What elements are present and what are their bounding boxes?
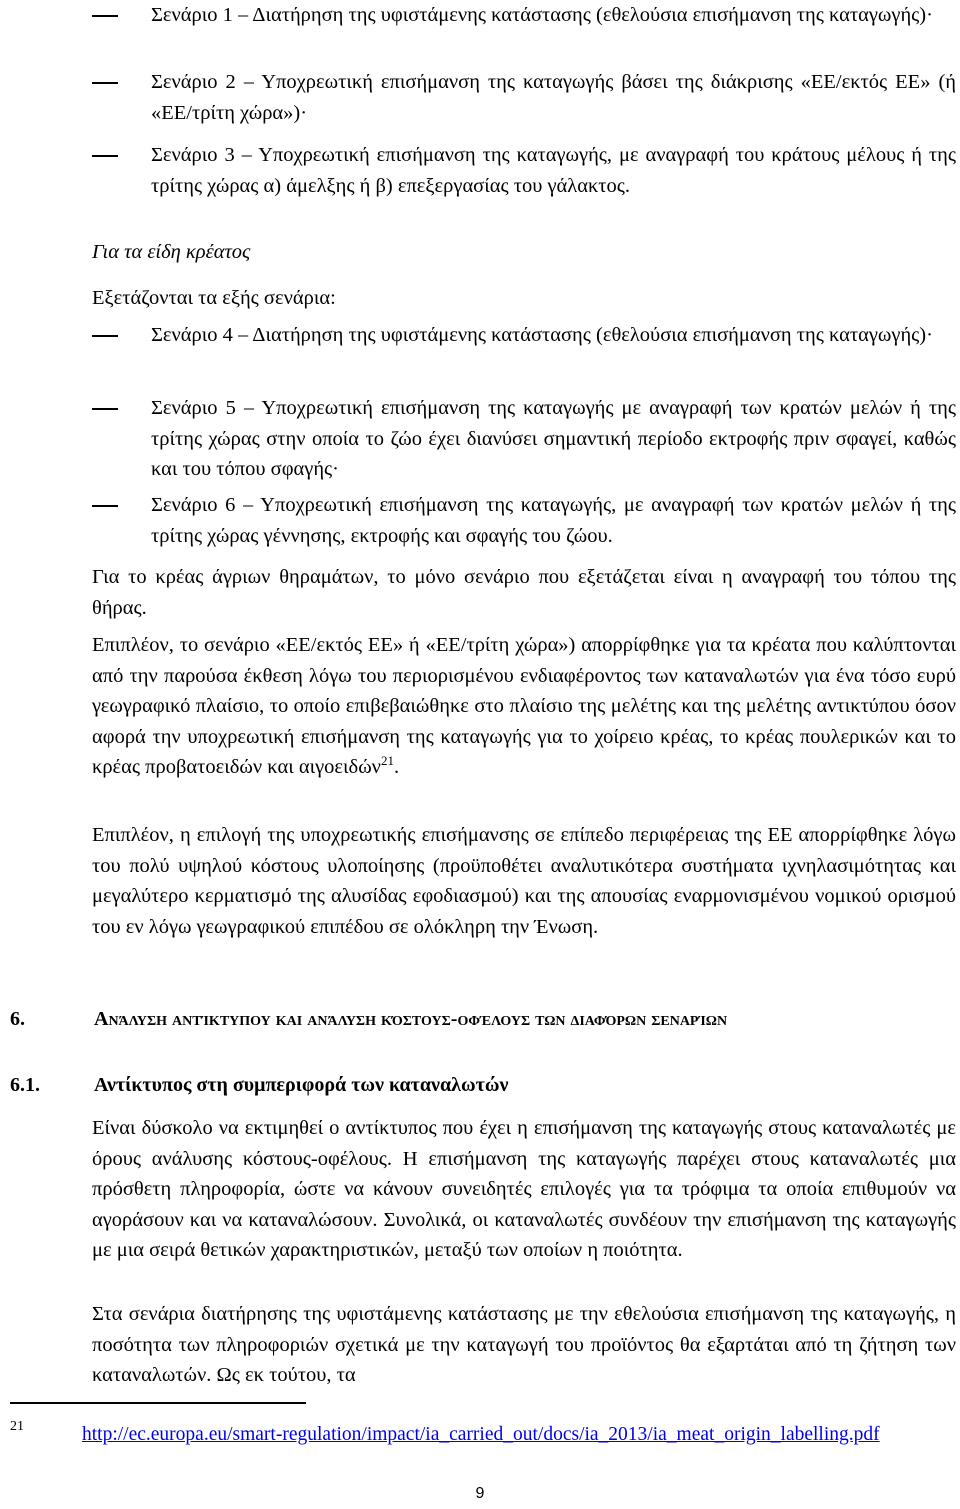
scenario-text: Σενάριο 4 ⎯ Διατήρηση της υφιστάμενης κατάστασης (εθελούσια επισήμανση της καταγωγής)·	[151, 324, 933, 346]
dash-bullet-icon	[92, 15, 118, 17]
dash-bullet-icon	[92, 155, 118, 157]
subsection-number: 6.1.	[10, 1074, 40, 1096]
section-title: Ανάλυση αντίκτυπου και ανάλυση κόστους-οφέλους των διαφόρων σεναρίων	[94, 1008, 728, 1030]
section-heading	[10, 1004, 956, 1035]
paragraph-consumers: Είναι δύσκολο να εκτιμηθεί ο αντίκτυπος που έχει η επισήμανση της καταγωγής στους καταναλωτές με όρους ανάλυσης κόστους-οφέλους. Η επισήμανση της καταγωγής παρέχει στους καταναλωτές μια πρόσθετη πληροφορία, ώστε να κάνουν συνειδητές επιλογές για τα τρόφιμα τα οποία επιθυμούν να αγοράσουν και να καταναλώσουν. Συνολικά, οι καταναλωτές συνδέουν την επισήμανση της καταγωγής με μια σειρά θετικών χαρακτηριστικών, μεταξύ των οποίων η ποιότητα.	[92, 1117, 956, 1261]
paragraph-rejected-eu	[92, 630, 956, 783]
list-item	[92, 490, 956, 551]
meat-intro: Εξετάζονται τα εξής σενάρια:	[92, 287, 336, 309]
dash-bullet-icon	[92, 82, 118, 84]
paragraph-game-meat: Για το κρέας άγριων θηραμάτων, το μόνο σενάριο που εξετάζεται είναι η αναγραφή του τόπου της θήρας.	[92, 566, 956, 619]
list-item	[92, 393, 956, 485]
list-item	[92, 0, 956, 31]
list-item	[92, 320, 956, 351]
scenario-text: Σενάριο 2 ⎯ Υποχρεωτική επισήμανση της καταγωγής βάσει της διάκρισης «ΕΕ/εκτός ΕΕ» (ή «ΕΕ/τρίτη χώρα»)·	[151, 71, 956, 124]
paragraph-rejected-region: Επιπλέον, η επιλογή της υποχρεωτικής επισήμανσης σε επίπεδο περιφέρειας της ΕΕ απορρίφθηκε λόγω του πολύ υψηλού κόστους υλοποίησης (προϋποθέτει αναλυτικότερα συστήματα ιχνηλασιμότητας και μεγαλύτερο κερματισμό της αλυσίδας εφοδιασμού) και της απουσίας εναρμονισμένου νομικού ορισμού του εν λόγω γεωγραφικού επιπέδου σε ολόκληρη την Ένωση.	[92, 824, 956, 938]
footnote-separator	[10, 1402, 306, 1404]
dash-bullet-icon	[92, 335, 118, 337]
footnote-reference: 21	[380, 753, 394, 769]
page-number: 9	[475, 1485, 485, 1502]
dash-bullet-icon	[92, 408, 118, 410]
dash-bullet-icon	[92, 505, 118, 507]
meat-subheading: Για τα είδη κρέατος	[92, 241, 251, 263]
scenario-text: Σενάριο 1 ⎯ Διατήρηση της υφιστάμενης κατάστασης (εθελούσια επισήμανση της καταγωγής)·	[151, 4, 933, 26]
paragraph-text: Επιπλέον, το σενάριο «ΕΕ/εκτός ΕΕ» ή «ΕΕ/τρίτη χώρα») απορρίφθηκε για τα κρέατα που καλύπτονται από την παρούσα έκθεση λόγω του περιορισμένου ενδιαφέροντος των καταναλωτών για ένα τόσο ευρύ γεωγραφικό πλαίσιο, το οποίο επιβεβαιώθηκε στο πλαίσιο της μελέτης και της μελέτης αντικτύπου όσον αφορά την υποχρεωτική επισήμανση της καταγωγής για το χοίρειο κρέας, το κρέας πουλερικών και το κρέας προβατοειδών και αιγοειδών	[92, 634, 956, 778]
footnote-link[interactable]: http://ec.europa.eu/smart-regulation/impact/ia_carried_out/docs/ia_2013/ia_meat_origin_labelling.pdf	[82, 1424, 880, 1445]
subsection-title: Αντίκτυπος στη συμπεριφορά των καταναλωτών	[94, 1074, 509, 1096]
scenario-text: Σενάριο 6 ⎯ Υποχρεωτική επισήμανση της καταγωγής, με αναγραφή των κρατών μελών ή της τρίτης χώρας γέννησης, εκτροφής και σφαγής του ζώου.	[151, 494, 956, 547]
footnote-number: 21	[10, 1419, 24, 1434]
list-item	[92, 67, 956, 128]
section-number: 6.	[10, 1008, 25, 1030]
scenario-text: Σενάριο 5 ⎯ Υποχρεωτική επισήμανση της καταγωγής με αναγραφή των κρατών μελών ή της τρίτης χώρας στην οποία το ζώο έχει διανύσει σημαντική περίοδο εκτροφής πριν σφαγεί, καθώς και του τόπου σφαγής·	[151, 397, 956, 480]
scenario-text: Σενάριο 3 ⎯ Υποχρεωτική επισήμανση της καταγωγής, με αναγραφή του κράτους μέλους ή της τρίτης χώρας α) άμελξης ή β) επεξεργασίας του γάλακτος.	[151, 144, 956, 197]
list-item	[92, 140, 956, 201]
subsection-heading	[10, 1070, 956, 1101]
paragraph-end: .	[393, 756, 400, 778]
paragraph-status-quo: Στα σενάρια διατήρησης της υφιστάμενης κατάστασης με την εθελούσια επισήμανση της καταγωγής, η ποσότητα των πληροφοριών σχετικά με την καταγωγή του προϊόντος θα εξαρτάται από τη ζήτηση των καταναλωτών. Ως εκ τούτου, τα	[92, 1303, 956, 1386]
